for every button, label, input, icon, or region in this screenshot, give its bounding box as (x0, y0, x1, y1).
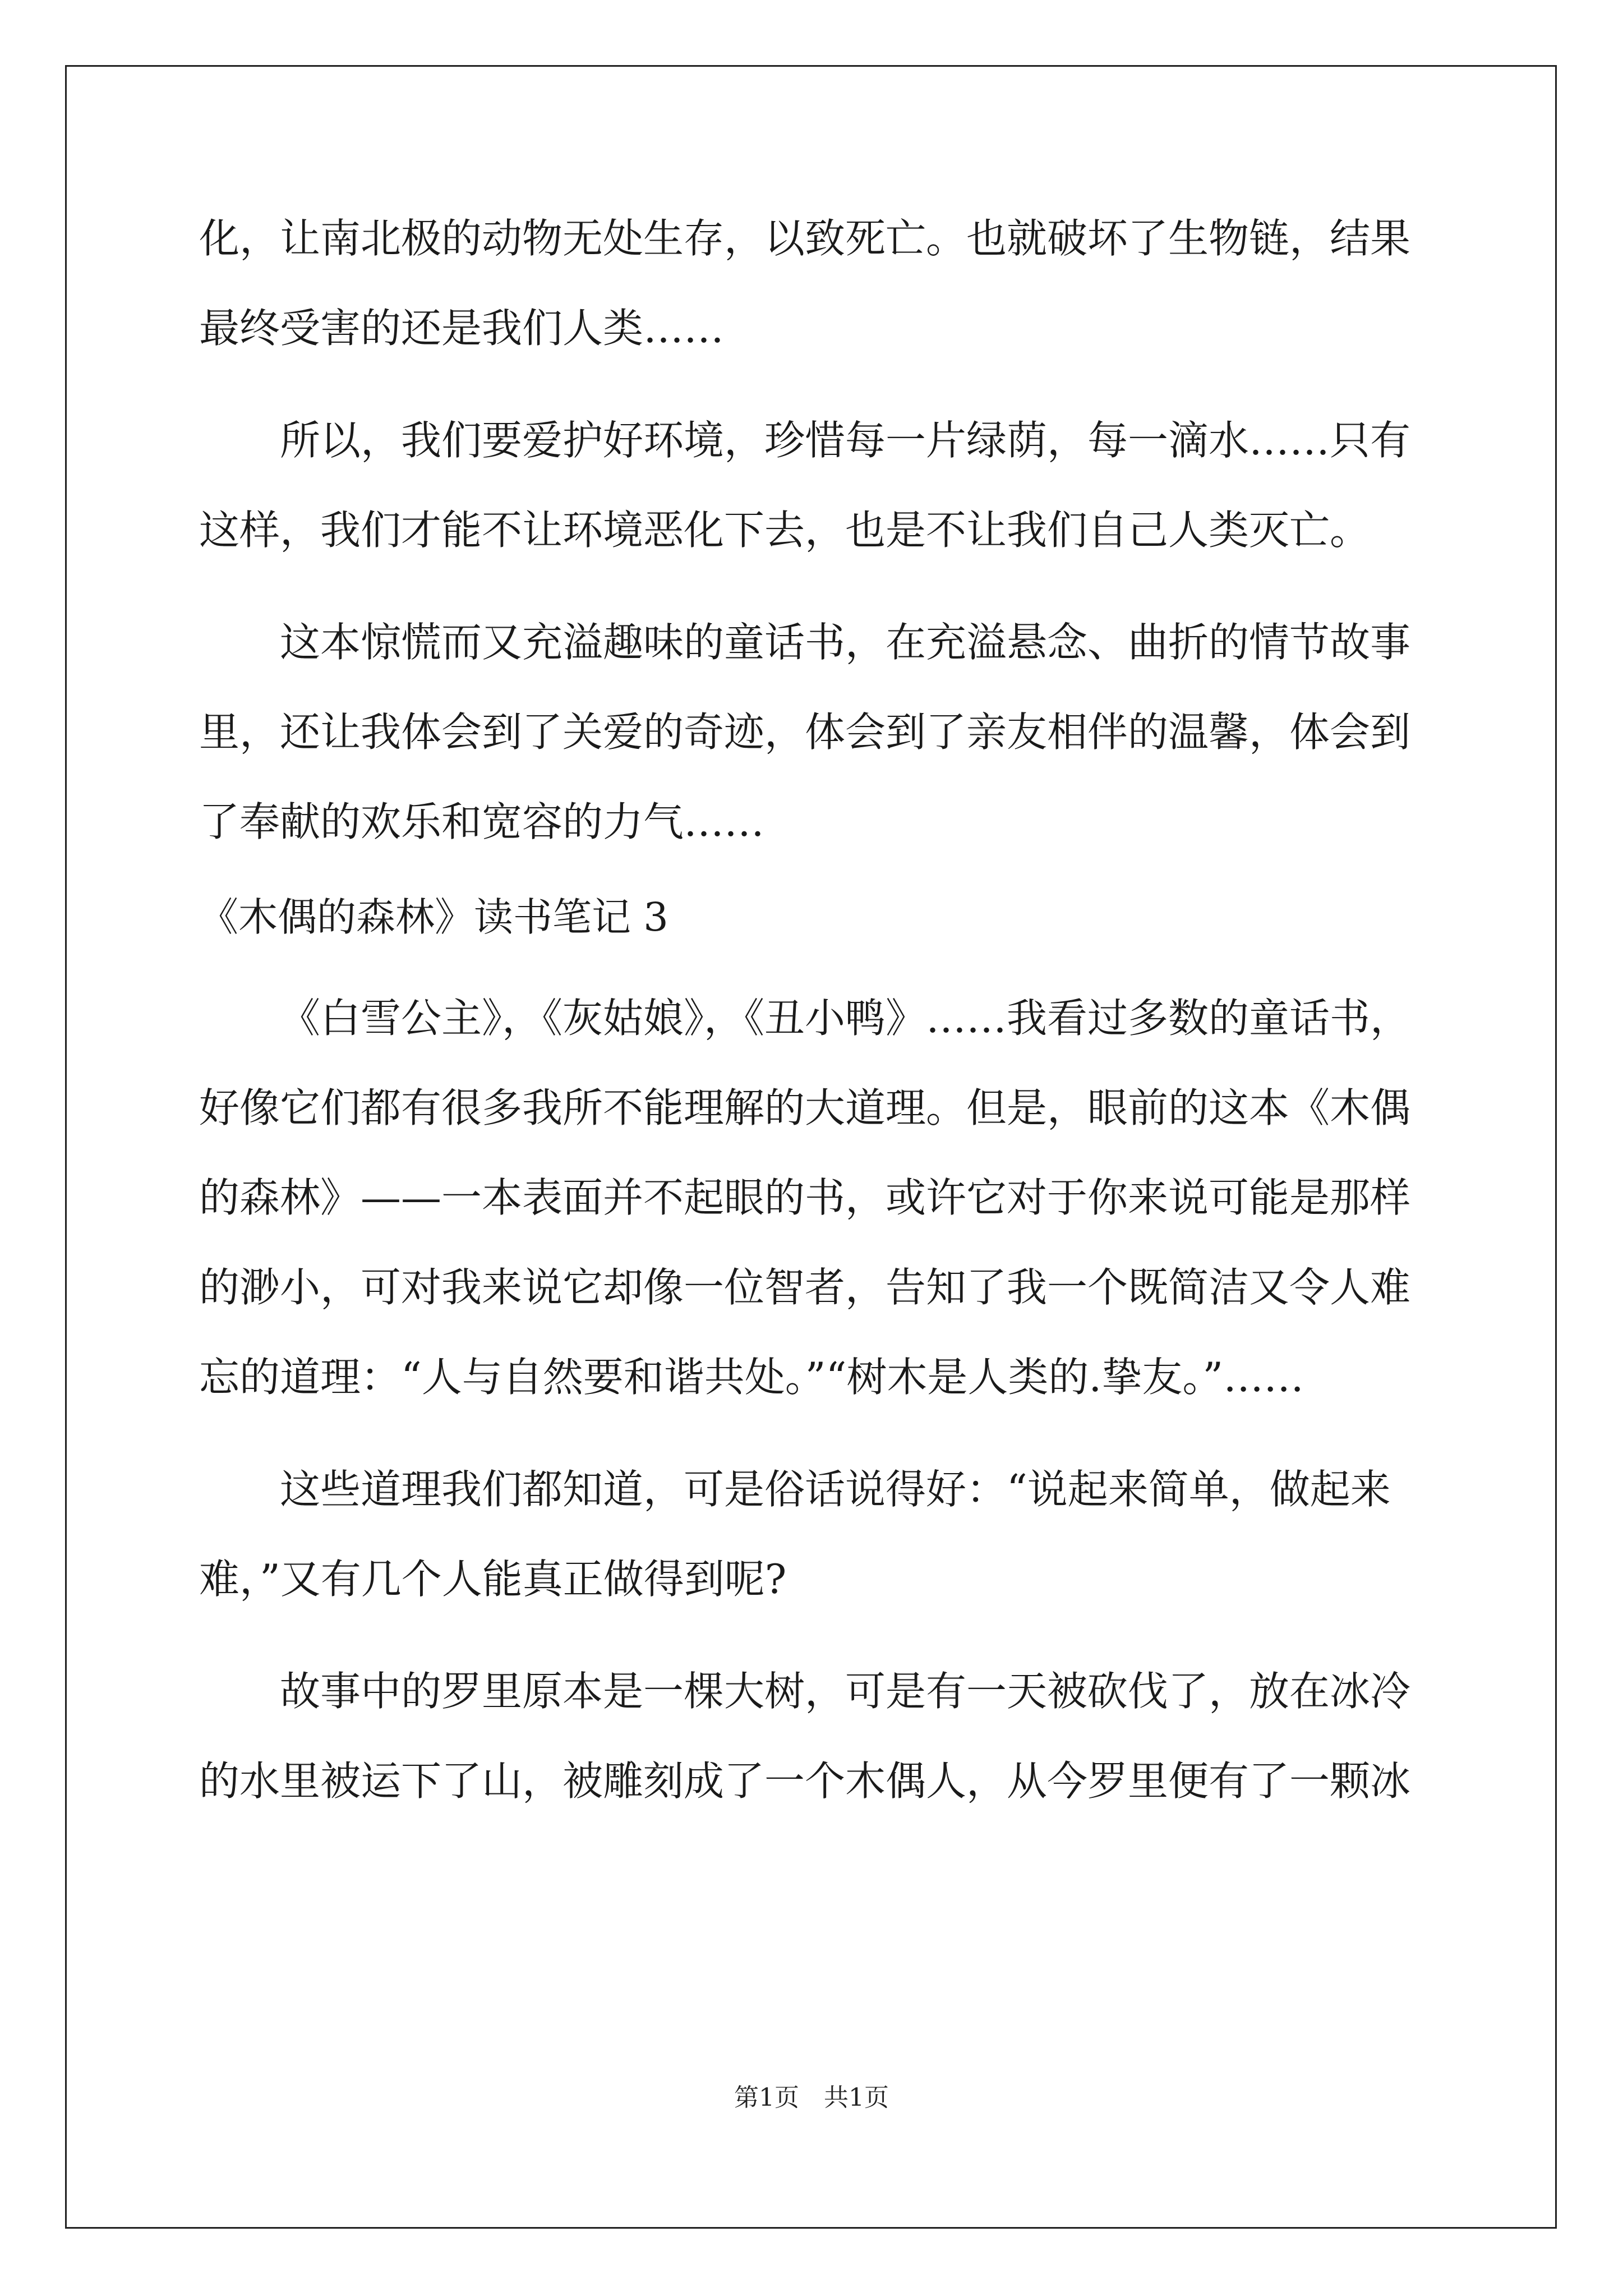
paragraph-line: 了奉献的欢乐和宽容的力气…… (199, 798, 765, 845)
paragraph-line: 化，让南北极的动物无处生存，以致死亡。也就破坏了生物链，结果 (199, 215, 1411, 262)
paragraph-line: 的水里被运下了山，被雕刻成了一个木偶人，从今罗里便有了一颗冰 (199, 1757, 1411, 1805)
paragraph-line: 难，”又有几个人能真正做得到呢? (199, 1556, 787, 1603)
paragraph-line: 的渺小，可对我来说它却像一位智者，告知了我一个既简洁又令人难 (199, 1264, 1411, 1311)
paragraph-line: 的森林》——一本表面并不起眼的书，或许它对于你来说可能是那样 (199, 1174, 1411, 1221)
paragraph-line: 所以，我们要爱护好环境，珍惜每一片绿荫，每一滴水……只有 (280, 417, 1411, 464)
paragraph-line: 这些道理我们都知道，可是俗话说得好：“说起来简单，做起来 (280, 1466, 1391, 1513)
section-heading: 《木偶的森林》读书笔记 3 (199, 894, 668, 940)
paragraph-line: 《白雪公主》，《灰姑娘》，《丑小鸭》……我看过多数的童话书， (280, 995, 1411, 1042)
paragraph-line: 里，还让我体会到了关爱的奇迹，体会到了亲友相伴的温馨，体会到 (199, 708, 1411, 756)
paragraph-line: 好像它们都有很多我所不能理解的大道理。但是，眼前的这本《木偶 (199, 1084, 1411, 1131)
paragraph-line: 故事中的罗里原本是一棵大树，可是有一天被砍伐了，放在冰冷 (280, 1668, 1411, 1715)
paragraph-line: 最终受害的还是我们人类…… (199, 305, 725, 352)
paragraph-line: 这样，我们才能不让环境恶化下去，也是不让我们自己人类灭亡。 (199, 507, 1371, 554)
paragraph-line: 这本惊慌而又充溢趣味的童话书，在充溢悬念、曲折的情节故事 (280, 619, 1411, 666)
page-border (65, 65, 1557, 2229)
paragraph-line: 忘的道理：“人与自然要和谐共处。”“树木是人类的.挚友。”…… (199, 1354, 1304, 1401)
page-footer: 第1页 共1页 (734, 2083, 889, 2112)
